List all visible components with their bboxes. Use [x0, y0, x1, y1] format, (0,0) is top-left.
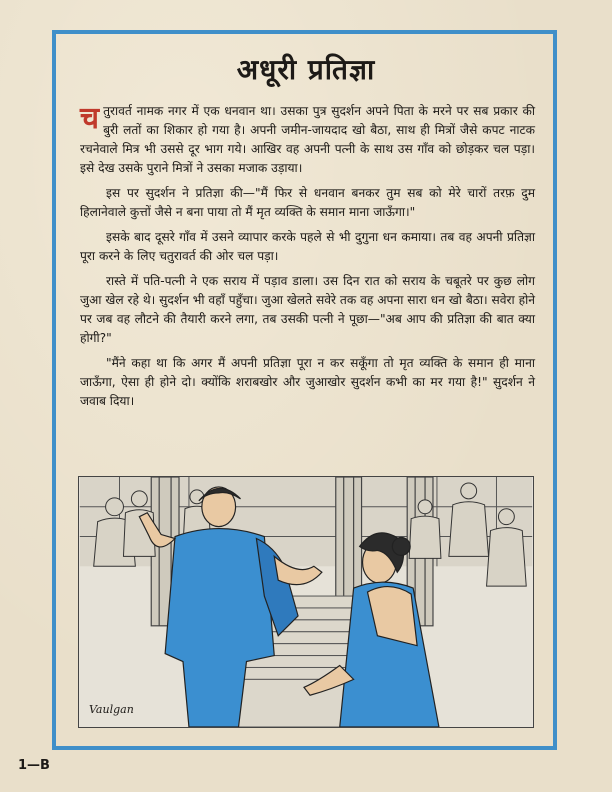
- story-paragraph-1: [80, 102, 535, 178]
- artist-signature: Vaulgan: [89, 703, 134, 716]
- drop-cap: च: [80, 101, 100, 136]
- page-number: 1—B: [18, 758, 50, 773]
- story-paragraph-3: इसके बाद दूसरे गाँव में उसने व्यापार करके पहले से भी दुगुना धन कमाया। तब वह अपनी प्रतिज्ञा पूरा करने के लिए चतुरावर्त की ओर चल पड़ा।: [80, 230, 535, 263]
- paragraph-1-text: तुरावर्त नामक नगर में एक धनवान था। उसका पुत्र सुदर्शन अपने पिता के मरने पर सब प्रकार की बुरी लतों का शिकार हो गया है। अपनी जमीन-जायदाद खो बैठा, साथ ही मित्रों जैसे कपट नाटक रचनेवाले मित्र भी उससे दूर भाग गये। आखिर वह अपनी पत्नी के साथ उस गाँव को छोड़कर चल पड़ा। इसे देख उसके पुराने मित्रों ने उसका मजाक उड़ाया।: [80, 104, 535, 175]
- story-paragraph-5: "मैंने कहा था कि अगर मैं अपनी प्रतिज्ञा पूरा न कर सकूँगा तो मृत व्यक्ति के समान ही माना जाऊँगा, ऐसा ही होने दो। क्योंकि शराबखोर और जुआखोर सुदर्शन कभी का मर गया है!" सुदर्शन ने जवाब दिया।: [80, 356, 535, 408]
- story-paragraph-2: इस पर सुदर्शन ने प्रतिज्ञा की—"मैं फिर से धनवान बनकर तुम सब को मेरे चारों तरफ़ दुम हिलानेवाले कुत्तों जैसे न बना पाया तो मैं मृत व्यक्ति के समान माना जाऊँगा।": [80, 186, 535, 219]
- story-paragraph-4: रास्ते में पति-पत्नी ने एक सराय में पड़ाव डाला। उस दिन रात को सराय के चबूतरे पर कुछ लोग जुआ खेल रहे थे। सुदर्शन भी वहाँ पहुँचा। जुआ खेलते सवेरे तक वह अपना सारा धन खो बैठा। सवेरा होने पर जब वह लौटने की तैयारी करने लगा, तब उसकी पत्नी ने पूछा—"अब आप की प्रतिज्ञा की बात क्या होगी?": [80, 274, 535, 345]
- story-text: [80, 102, 535, 417]
- story-illustration: [78, 476, 534, 728]
- story-title: अधूरी प्रतिज्ञा: [236, 53, 376, 86]
- illustration-drawing: [79, 477, 533, 727]
